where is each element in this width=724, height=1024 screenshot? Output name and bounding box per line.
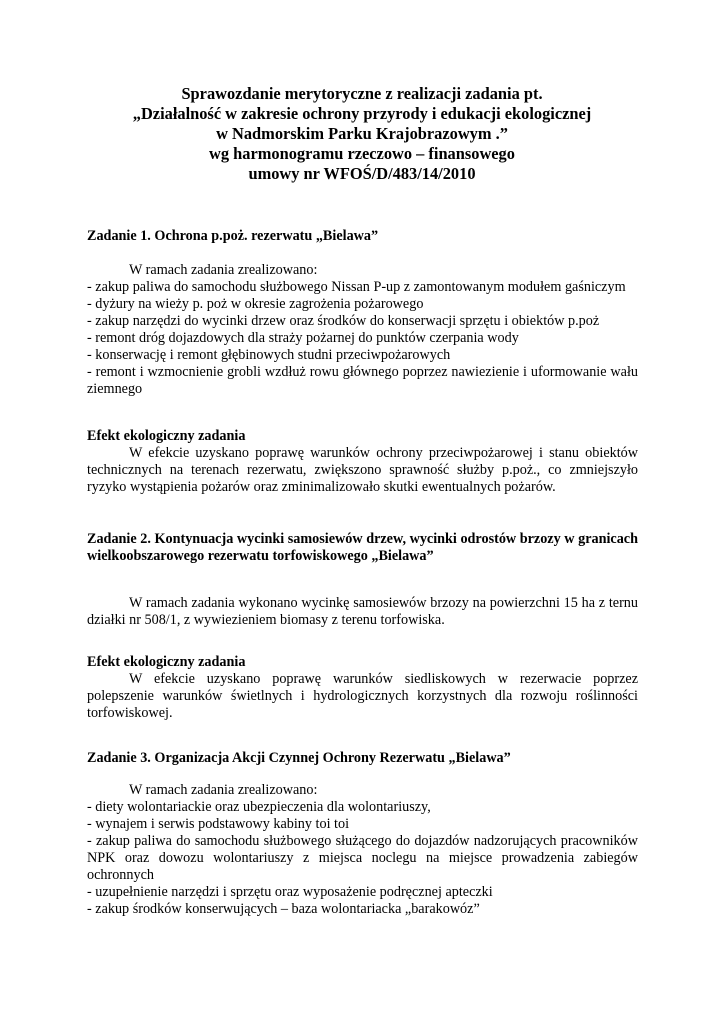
- task3-item-3: - zakup paliwa do samochodu służbowego służącego do dojazdów nadzorujących pracowników NPK oraz dowozu wolontariuszy z miejsca noclegu na miejsce prowadzenia zabiegów ochronnych: [87, 833, 638, 883]
- task2-section: [87, 531, 638, 565]
- task2-body: [87, 595, 638, 629]
- title-line-1: Sprawozdanie merytoryczne z realizacji zadania pt.: [181, 84, 543, 103]
- title-line-4: wg harmonogramu rzeczowo – finansowego: [209, 144, 515, 163]
- task1-item-3: - zakup narzędzi do wycinki drzew oraz środków do konserwacji sprzętu i obiektów p.poż: [87, 313, 600, 329]
- task3-item-4: - uzupełnienie narzędzi i sprzętu oraz wyposażenie podręcznej apteczki: [87, 884, 493, 900]
- task3-item-2: - wynajem i serwis podstawowy kabiny toi toi: [87, 816, 350, 832]
- task3-item-5: - zakup środków konserwujących – baza wolontariacka „barakowóz”: [87, 901, 480, 917]
- task2-effect-text: W efekcie uzyskano poprawę warunków siedliskowych w rezerwacie poprzez polepszenie warunków świetlnych i hydrologicznych korzystnych dla rozwoju roślinności torfowiskowej.: [87, 671, 638, 721]
- task1-intro: W ramach zadania zrealizowano:: [129, 262, 318, 278]
- task1-item-4: - remont dróg dojazdowych dla straży pożarnej do punktów czerpania wody: [87, 330, 519, 346]
- task1-item-6: - remont i wzmocnienie grobli wzdłuż rowu głównego poprzez nawiezienie i uformowanie wału ziemnego: [87, 364, 638, 397]
- task3-section: [87, 750, 638, 767]
- task1-item-1: - zakup paliwa do samochodu służbowego Nissan P-up z zamontowanym modułem gaśniczym: [87, 279, 626, 295]
- title-line-3: w Nadmorskim Parku Krajobrazowym .”: [216, 124, 508, 143]
- task1-heading: Zadanie 1. Ochrona p.poż. rezerwatu „Bielawa”: [87, 228, 379, 244]
- task3-body: [87, 782, 638, 918]
- task2-text: W ramach zadania wykonano wycinkę samosiewów brzozy na powierzchni 15 ha z ternu działki nr 508/1, z wywiezieniem biomasy z terenu torfowiska.: [87, 595, 638, 628]
- task2-heading: Zadanie 2. Kontynuacja wycinki samosiewów drzew, wycinki odrostów brzozy w granicach wielkoobszarowego rezerwatu torfowiskowego „Bielawa”: [87, 531, 638, 564]
- task1-body: [87, 262, 638, 398]
- task1-effect-text: W efekcie uzyskano poprawę warunków ochrony przeciwpożarowej i stanu obiektów technicznych na terenach rezerwatu, zwiększono sprawność służby p.poż., co zmniejszyło ryzyko wystąpienia pożarów oraz zminimalizowało skutki ewentualnych pożarów.: [87, 445, 638, 495]
- task3-heading: Zadanie 3. Organizacja Akcji Czynnej Ochrony Rezerwatu „Bielawa”: [87, 750, 511, 766]
- task1-item-5: - konserwację i remont głębinowych studni przeciwpożarowych: [87, 347, 451, 363]
- task2-effect-heading: Efekt ekologiczny zadania: [87, 654, 246, 670]
- document-title: [0, 84, 724, 184]
- title-line-2: „Działalność w zakresie ochrony przyrody i edukacji ekologicznej: [132, 104, 592, 123]
- task2-effect: [87, 654, 638, 722]
- task3-intro: W ramach zadania zrealizowano:: [129, 782, 318, 798]
- task1-item-2: - dyżury na wieży p. poż w okresie zagrożenia pożarowego: [87, 296, 424, 312]
- task1-effect-heading: Efekt ekologiczny zadania: [87, 428, 246, 444]
- task1-section: [87, 228, 638, 245]
- task3-item-1: - diety wolontariackie oraz ubezpieczenia dla wolontariuszy,: [87, 799, 431, 815]
- task1-effect: [87, 428, 638, 496]
- title-line-5: umowy nr WFOŚ/D/483/14/2010: [248, 164, 476, 183]
